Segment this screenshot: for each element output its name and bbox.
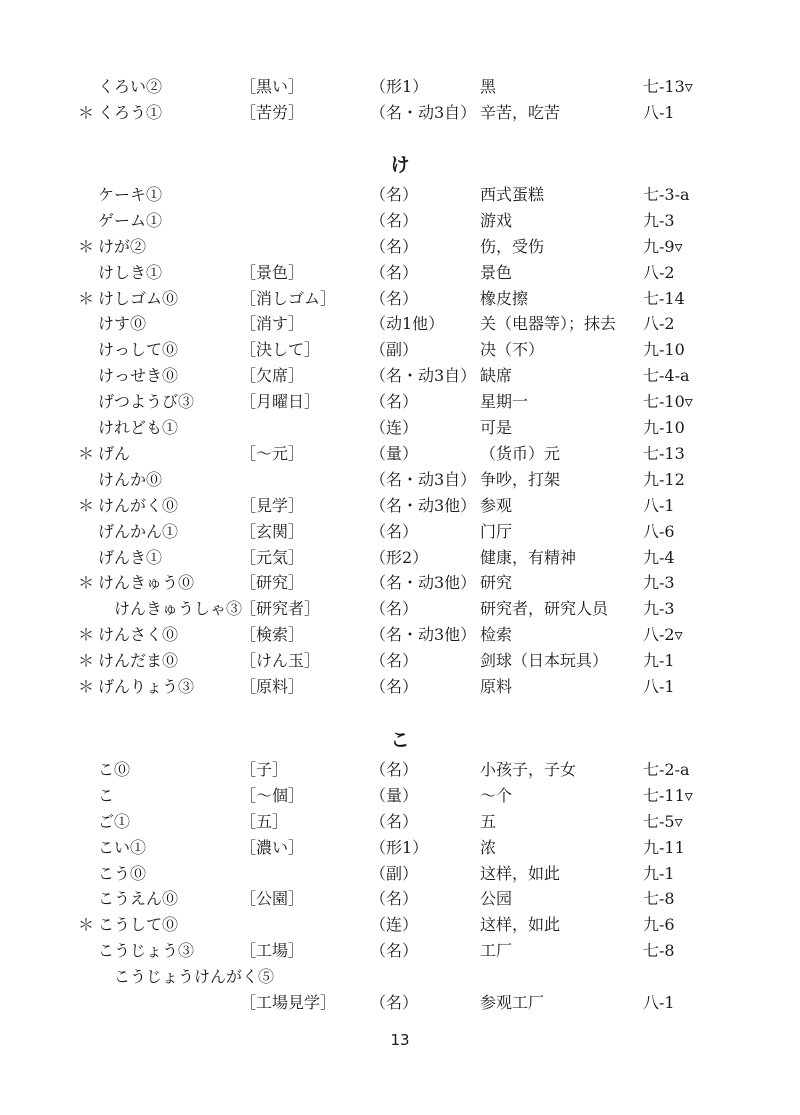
entry-lesson-ref: 九-1 xyxy=(643,651,675,671)
entry-reading: げんき① xyxy=(98,547,163,567)
vocab-entry xyxy=(0,938,800,964)
entry-part-of-speech: （名） xyxy=(370,759,419,779)
entry-lesson-ref: 八-2 xyxy=(643,314,675,334)
entry-meaning: 星期一 xyxy=(480,392,529,412)
entry-meaning: 辛苦，吃苦 xyxy=(480,102,561,122)
entry-part-of-speech: （名・动3自） xyxy=(370,102,477,122)
entry-meaning: 门厅 xyxy=(480,521,513,541)
entry-kanji: ［工場］ xyxy=(240,941,305,961)
entry-meaning: 这样，如此 xyxy=(480,915,561,935)
vocab-entry xyxy=(0,570,800,596)
entry-meaning: 小孩子，子女 xyxy=(480,759,577,779)
entry-part-of-speech: （副） xyxy=(370,863,419,883)
entry-kanji: ［消しゴム］ xyxy=(240,288,337,308)
review-star: ＊ xyxy=(78,915,95,935)
entry-kanji: ［決して］ xyxy=(240,340,321,360)
review-star: ＊ xyxy=(78,651,95,671)
entry-lesson-ref: 九-3 xyxy=(643,210,675,230)
vocab-entry xyxy=(0,757,800,783)
entry-lesson-ref: 八-1 xyxy=(643,495,675,515)
entry-kanji: ［～個］ xyxy=(240,785,305,805)
entry-lesson-ref: 七-10▿ xyxy=(643,392,693,412)
entry-lesson-ref: 八-2▿ xyxy=(643,625,683,645)
entry-kanji: ［けん玉］ xyxy=(240,651,321,671)
entry-kanji: ［月曜日］ xyxy=(240,392,321,412)
entry-reading: こ⓪ xyxy=(98,759,131,779)
entry-meaning: 决（不） xyxy=(480,340,545,360)
review-star: ＊ xyxy=(78,625,95,645)
entry-reading: けっせき⓪ xyxy=(98,366,179,386)
entry-part-of-speech: （名） xyxy=(370,392,419,412)
entry-lesson-ref: 九-12 xyxy=(643,469,685,489)
entry-meaning: 研究 xyxy=(480,573,513,593)
vocab-entry xyxy=(0,809,800,835)
vocab-entry xyxy=(0,990,800,1016)
entry-kanji: ［原料］ xyxy=(240,677,305,696)
entry-lesson-ref: 八-6 xyxy=(643,521,675,541)
entry-reading: こい① xyxy=(98,837,147,857)
entry-reading: けす⓪ xyxy=(98,314,147,334)
entry-reading: こうえん⓪ xyxy=(98,889,179,909)
entry-lesson-ref: 七-3-a xyxy=(643,184,690,204)
entry-kanji: ［見学］ xyxy=(240,495,305,515)
entry-reading: けんだま⓪ xyxy=(98,651,179,671)
review-star: ＊ xyxy=(78,677,95,696)
entry-part-of-speech: （名・动3自） xyxy=(370,469,477,489)
vocab-entry xyxy=(0,311,800,337)
entry-meaning: 关（电器等）；抹去 xyxy=(480,314,617,334)
entry-part-of-speech: （名） xyxy=(370,889,419,909)
entry-part-of-speech: （名・动3他） xyxy=(370,495,477,515)
entry-meaning: 研究者，研究人员 xyxy=(480,599,609,619)
vocab-entry xyxy=(0,835,800,861)
entry-meaning: 检索 xyxy=(480,625,513,645)
entry-kanji: ［景色］ xyxy=(240,262,305,282)
entry-reading: けんさく⓪ xyxy=(98,625,179,645)
entry-reading: けれども① xyxy=(98,418,179,437)
vocab-entry xyxy=(0,208,800,234)
vocab-entry xyxy=(0,783,800,809)
entry-lesson-ref: 九-4 xyxy=(643,547,675,567)
entry-part-of-speech: （名） xyxy=(370,236,419,256)
entry-lesson-ref: 七-13 xyxy=(643,443,685,463)
entry-reading: くろい② xyxy=(98,77,163,96)
vocab-entry xyxy=(0,441,800,467)
vocab-entry xyxy=(0,260,800,286)
vocab-entry xyxy=(0,467,800,493)
review-star: ＊ xyxy=(78,236,95,256)
review-star: ＊ xyxy=(78,102,95,122)
entry-lesson-ref: 九-9▿ xyxy=(643,236,683,256)
entry-lesson-ref: 七-13▿ xyxy=(643,77,693,96)
entry-reading: ご① xyxy=(98,811,131,831)
entry-reading: げん xyxy=(98,443,131,463)
entry-reading: けしき① xyxy=(98,262,163,282)
entry-part-of-speech: （名） xyxy=(370,677,419,696)
vocab-entry xyxy=(0,74,800,100)
entry-reading: ゲーム① xyxy=(98,210,163,230)
entry-reading: けしゴム⓪ xyxy=(98,288,179,308)
review-star: ＊ xyxy=(78,495,95,515)
vocab-entry xyxy=(0,674,800,700)
entry-meaning: 黑 xyxy=(480,77,497,96)
vocab-entry xyxy=(0,100,800,126)
entry-reading: げんかん① xyxy=(98,521,179,541)
entry-kanji: ［元気］ xyxy=(240,547,305,567)
entry-meaning: 景色 xyxy=(480,262,513,282)
entry-kanji: ［研究］ xyxy=(240,573,305,593)
entry-part-of-speech: （名・动3他） xyxy=(370,573,477,593)
entry-meaning: 五 xyxy=(480,811,497,831)
vocab-entry xyxy=(0,861,800,887)
entry-lesson-ref: 七-14 xyxy=(643,288,685,308)
entry-reading: けんがく⓪ xyxy=(98,495,179,515)
vocab-entry xyxy=(0,886,800,912)
entry-part-of-speech: （量） xyxy=(370,443,419,463)
entry-lesson-ref: 八-1 xyxy=(643,993,675,1012)
entry-reading: こうして⓪ xyxy=(98,915,179,935)
entry-lesson-ref: 七-11▿ xyxy=(643,785,693,805)
entry-lesson-ref: 九-3 xyxy=(643,573,675,593)
entry-kanji: ［工場見学］ xyxy=(240,993,337,1012)
entry-lesson-ref: 七-8 xyxy=(643,889,675,909)
vocab-entry xyxy=(0,545,800,571)
entry-part-of-speech: （形2） xyxy=(370,547,429,567)
entry-part-of-speech: （名） xyxy=(370,941,419,961)
entry-kanji: ［～元］ xyxy=(240,443,305,463)
entry-kanji: ［濃い］ xyxy=(240,837,305,857)
entry-lesson-ref: 九-10 xyxy=(643,418,685,437)
vocab-entry xyxy=(0,337,800,363)
entry-meaning: 工厂 xyxy=(480,941,513,961)
entry-lesson-ref: 九-11 xyxy=(643,837,685,857)
entry-kanji: ［欠席］ xyxy=(240,366,305,386)
entry-kanji: ［検索］ xyxy=(240,625,305,645)
entry-part-of-speech: （名） xyxy=(370,521,419,541)
entry-lesson-ref: 七-8 xyxy=(643,941,675,961)
entry-kanji: ［消す］ xyxy=(240,314,305,334)
entry-meaning: 健康，有精神 xyxy=(480,547,577,567)
entry-meaning: 争吵，打架 xyxy=(480,469,561,489)
entry-lesson-ref: 八-1 xyxy=(643,677,675,696)
entry-reading: けが② xyxy=(98,236,147,256)
vocab-entry xyxy=(0,286,800,312)
entry-part-of-speech: （名） xyxy=(370,184,419,204)
entry-part-of-speech: （量） xyxy=(370,785,419,805)
entry-meaning: 原料 xyxy=(480,677,513,696)
entry-reading: くろう① xyxy=(98,102,163,122)
vocab-entry xyxy=(0,596,800,622)
entry-lesson-ref: 七-2-a xyxy=(643,759,690,779)
vocab-entry xyxy=(0,363,800,389)
entry-part-of-speech: （副） xyxy=(370,340,419,360)
entry-lesson-ref: 九-6 xyxy=(643,915,675,935)
entry-reading: こうじょうけんがく⑤ xyxy=(114,967,275,987)
entry-meaning: ～个 xyxy=(480,785,513,805)
entry-part-of-speech: （形1） xyxy=(370,837,429,857)
entry-part-of-speech: （名・动3自） xyxy=(370,366,477,386)
entry-meaning: 可是 xyxy=(480,418,513,437)
vocab-entry xyxy=(0,648,800,674)
entry-reading: こうじょう③ xyxy=(98,941,195,961)
vocab-entry xyxy=(0,912,800,938)
entry-lesson-ref: 九-10 xyxy=(643,340,685,360)
vocab-entry xyxy=(0,389,800,415)
entry-lesson-ref: 七-4-a xyxy=(643,366,690,386)
entry-part-of-speech: （动1他） xyxy=(370,314,445,334)
entry-reading: けんきゅうしゃ③ xyxy=(114,599,243,619)
entry-lesson-ref: 八-1 xyxy=(643,102,675,122)
entry-reading: こ xyxy=(98,785,115,805)
entry-meaning: 剑球（日本玩具） xyxy=(480,651,609,671)
entry-meaning: 西式蛋糕 xyxy=(480,184,545,204)
page-number: 13 xyxy=(390,1031,410,1049)
review-star: ＊ xyxy=(78,573,95,593)
entry-part-of-speech: （形1） xyxy=(370,77,429,96)
entry-kanji: ［公園］ xyxy=(240,889,305,909)
vocab-entry xyxy=(0,622,800,648)
entry-meaning: （货币）元 xyxy=(480,443,561,463)
entry-meaning: 游戏 xyxy=(480,210,513,230)
entry-reading: けんきゅう⓪ xyxy=(98,573,195,593)
review-star: ＊ xyxy=(78,288,95,308)
entry-part-of-speech: （名） xyxy=(370,599,419,619)
entry-part-of-speech: （名） xyxy=(370,811,419,831)
entry-lesson-ref: 七-5▿ xyxy=(643,811,683,831)
vocab-entry xyxy=(0,493,800,519)
vocab-entry xyxy=(0,234,800,260)
entry-kanji: ［苦労］ xyxy=(240,102,305,122)
entry-part-of-speech: （名・动3他） xyxy=(370,625,477,645)
vocab-entry xyxy=(0,182,800,208)
entry-kanji: ［研究者］ xyxy=(240,599,321,619)
entry-meaning: 浓 xyxy=(480,837,497,857)
entry-part-of-speech: （名） xyxy=(370,262,419,282)
entry-reading: けんか⓪ xyxy=(98,469,163,489)
entry-part-of-speech: （连） xyxy=(370,915,419,935)
entry-part-of-speech: （连） xyxy=(370,418,419,437)
vocab-entry xyxy=(0,415,800,441)
review-star: ＊ xyxy=(78,443,95,463)
entry-reading: げつようび③ xyxy=(98,392,195,412)
entry-reading: げんりょう③ xyxy=(98,677,195,696)
entry-kanji: ［黒い］ xyxy=(240,77,305,96)
section-heading: こ xyxy=(390,729,410,751)
entry-reading: こう⓪ xyxy=(98,863,147,883)
entry-kanji: ［子］ xyxy=(240,759,289,779)
entry-reading: ケーキ① xyxy=(98,184,163,204)
entry-part-of-speech: （名） xyxy=(370,288,419,308)
vocab-entry xyxy=(0,519,800,545)
entry-meaning: 伤，受伤 xyxy=(480,236,545,256)
entry-kanji: ［玄関］ xyxy=(240,521,305,541)
entry-lesson-ref: 九-1 xyxy=(643,863,675,883)
vocab-entry xyxy=(0,964,800,990)
entry-meaning: 橡皮擦 xyxy=(480,288,529,308)
entry-lesson-ref: 八-2 xyxy=(643,262,675,282)
entry-meaning: 缺席 xyxy=(480,366,513,386)
entry-part-of-speech: （名） xyxy=(370,210,419,230)
entry-meaning: 这样，如此 xyxy=(480,863,561,883)
entry-meaning: 参观 xyxy=(480,495,513,515)
entry-part-of-speech: （名） xyxy=(370,993,419,1012)
entry-kanji: ［五］ xyxy=(240,811,289,831)
entry-reading: けっして⓪ xyxy=(98,340,179,360)
entry-meaning: 参观工厂 xyxy=(480,993,545,1012)
entry-lesson-ref: 九-3 xyxy=(643,599,675,619)
section-heading: け xyxy=(390,154,410,176)
entry-meaning: 公园 xyxy=(480,889,513,909)
entry-part-of-speech: （名） xyxy=(370,651,419,671)
